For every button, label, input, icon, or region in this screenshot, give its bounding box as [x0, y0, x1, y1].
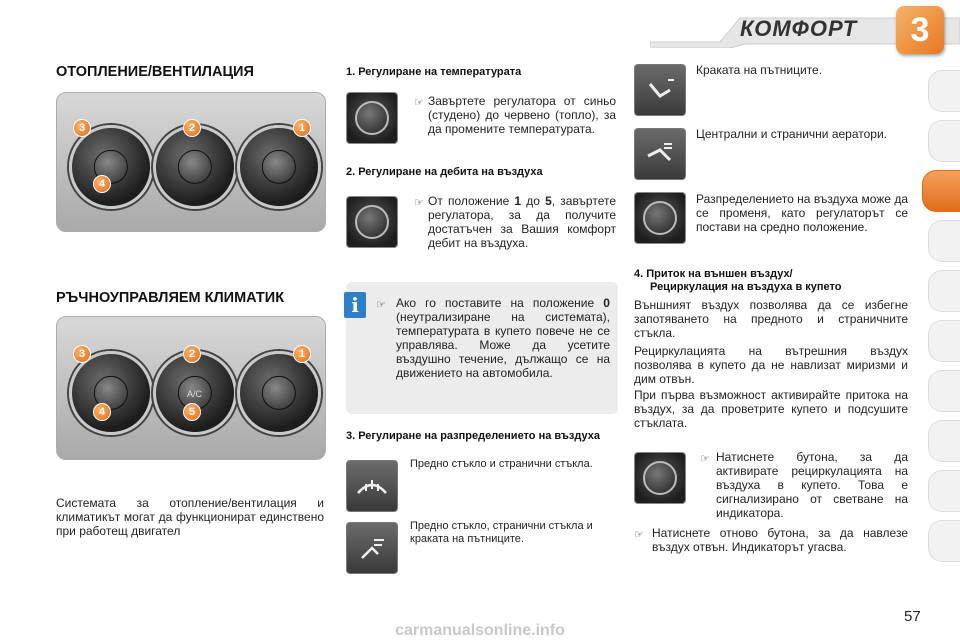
chapter-tab[interactable]	[928, 220, 960, 262]
vents-label: Централни и странични аератори.	[696, 127, 887, 141]
bullet-icon: ☞	[414, 197, 424, 209]
recirculation-button-thumbnail	[634, 452, 686, 504]
chapter-tab[interactable]	[928, 120, 960, 162]
feet-vent-icon	[634, 64, 686, 116]
page-title: КОМФОРТ	[740, 16, 858, 41]
advice-paragraph: При първа възможност активирайте притока на въздух, за да проветрите купето и подсушите стъклата.	[634, 388, 908, 430]
ac-panel-image	[56, 316, 326, 460]
distribution-section-title: 3. Регулиране на разпределението на въздуха	[346, 430, 600, 442]
callout-5: 5	[183, 403, 201, 421]
chapter-badge: 3	[896, 6, 944, 54]
chapter-tab[interactable]	[928, 70, 960, 112]
outside-air-instructions: Натиснете отново бутона, за да навлезе въздух отвън. Индикаторът угасва.	[652, 526, 908, 554]
bullet-icon: ☞	[376, 299, 386, 311]
callout-4: 4	[93, 175, 111, 193]
mixed-distribution-label: Разпределението на въздуха може да се променя, като регулаторът се постави на средно положение.	[696, 192, 908, 234]
airflow-section-title: 2. Регулиране на дебита на въздуха	[346, 166, 543, 178]
outside-air-paragraph: Външният въздух позволява да се избегне запотяването на предното и страничните стъкла.	[634, 298, 908, 340]
chapter-tab-active[interactable]	[922, 170, 960, 212]
windshield-defrost-icon	[346, 460, 398, 512]
airflow-knob	[153, 125, 237, 209]
chapter-tab[interactable]	[928, 420, 960, 462]
distribution-knob-thumbnail	[634, 192, 686, 244]
heating-panel-image	[56, 92, 326, 232]
recirculation-instructions: Натиснете бутона, за да активирате рециркулацията на въздуха в купето. Това е сигнализирано от светване на индикатора.	[716, 450, 908, 520]
callout-3: 3	[73, 119, 91, 137]
temperature-knob	[237, 351, 321, 435]
feet-label: Краката на пътниците.	[696, 63, 823, 77]
bullet-icon: ☞	[700, 453, 710, 465]
ac-button-label: A/C	[187, 389, 203, 399]
windshield-and-feet-icon	[346, 522, 398, 574]
watermark: carmanualsonline.info	[395, 622, 565, 639]
temperature-knob	[237, 125, 321, 209]
ac-section-title: РЪЧНОУПРАВЛЯЕМ КЛИМАТИК	[56, 290, 285, 306]
temperature-instructions: Завъртете регулатора от синьо (студено) до червено (топло), за да промените температурата.	[428, 94, 616, 136]
windshield-side-feet-label: Предно стъкло, странични стъкла и краката на пътниците.	[410, 520, 593, 545]
temperature-knob-thumbnail	[346, 92, 398, 144]
info-icon: i	[344, 292, 366, 318]
engine-running-note: Системата за отопление/вентилация и климатикът могат да функционират единствено при работещ двигател	[56, 496, 324, 538]
airflow-instructions: От положение 1 до 5, завъртете регулатора, за да получите достатъчен за Вашия комфорт дебит на въздуха.	[428, 194, 617, 250]
temperature-section-title: 1. Регулиране на температурата	[346, 66, 522, 78]
bullet-icon: ☞	[414, 97, 424, 109]
chapter-tab[interactable]	[928, 370, 960, 412]
info-neutral-note: Ако го поставите на положение 0 (неутрализиране на системата), температурата в купето повече не се управлява. Може да усетите въздушно течение, дължащо се на движението на автомобила.	[396, 296, 610, 380]
distribution-knob	[69, 351, 153, 435]
face-vent-icon	[634, 128, 686, 180]
bullet-icon: ☞	[634, 529, 644, 541]
callout-1: 1	[293, 345, 311, 363]
page-number: 57	[904, 608, 921, 625]
callout-1: 1	[293, 119, 311, 137]
recirculation-section-title: 4. Приток на външен въздух/ Рециркулация на въздуха в купето	[634, 268, 842, 293]
chapter-tab[interactable]	[928, 520, 960, 562]
heating-section-title: ОТОПЛЕНИЕ/ВЕНТИЛАЦИЯ	[56, 64, 254, 80]
callout-2: 2	[183, 119, 201, 137]
airflow-knob-thumbnail	[346, 196, 398, 248]
callout-2: 2	[183, 345, 201, 363]
chapter-tab[interactable]	[928, 270, 960, 312]
chapter-tabs	[928, 70, 960, 580]
chapter-tab[interactable]	[928, 320, 960, 362]
callout-4: 4	[93, 403, 111, 421]
distribution-knob	[69, 125, 153, 209]
chapter-tab[interactable]	[928, 470, 960, 512]
callout-3: 3	[73, 345, 91, 363]
windshield-side-windows-label: Предно стъкло и странични стъкла.	[410, 458, 593, 470]
recirculation-paragraph: Рециркулацията на вътрешния въздух позволява в купето да не навлизат миризми и дим отвън.	[634, 344, 908, 386]
